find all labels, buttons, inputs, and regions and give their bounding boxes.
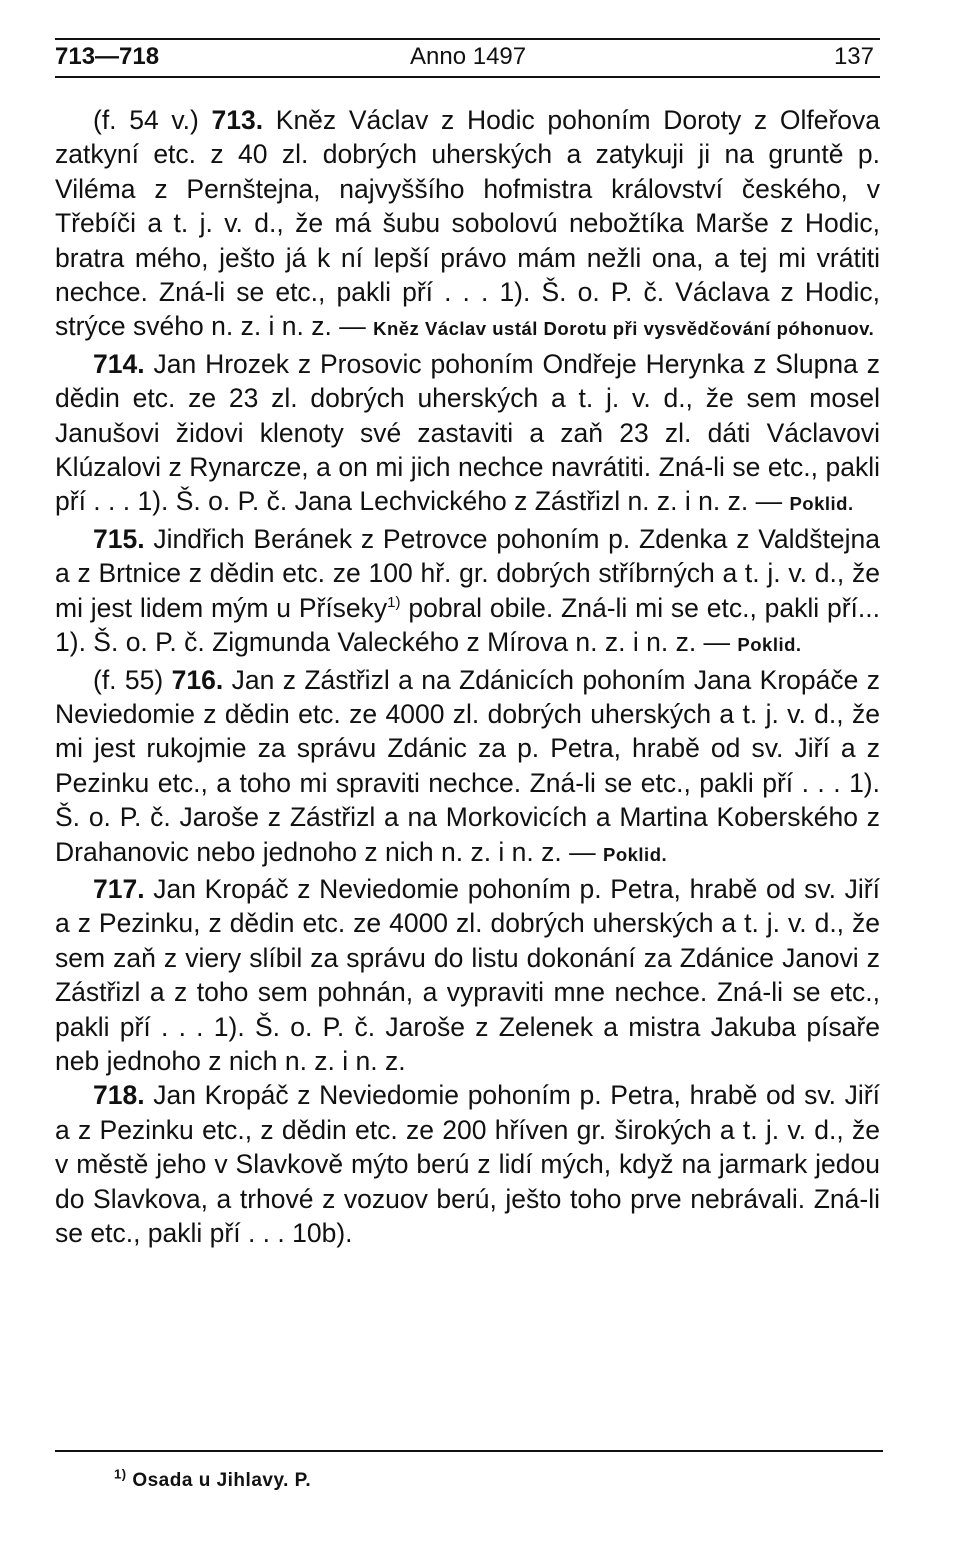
entry-text: Kněz Václav z Hodic pohoním Doroty z Olfeřova zatkyní etc. z 40 zl. dobrých uherských a zatykuji ji na gruntě p. Viléma z Pernštejna, najvyššího hofmistra království českého, v Třebíči a t. j. v. d., že má šubu sobolovú nebožtíka Marše z Hodic, bratra mého, ješto já k ní lepší právo mám nežli ona, a tej mi vrátiti nechce. Zná-li se etc., pakli pří . . . 1). Š. o. P. č. Václava z Hodic, strýce svého n. z. i n. z. — [55,105,880,342]
entry-verdict: Poklid. [737,634,802,656]
entry-715 [55,522,880,663]
entry-number: 717. [93,873,145,904]
entry-number: 718. [93,1080,145,1111]
folio-ref: (f. 54 v.) [93,105,212,135]
entry-text: Jan z Zástřizl a na Zdánicích pohoním Jana Kropáče z Neviedomie z dědin etc. ze 4000 zl. dobrých uherských a t. j. v. d., že mi jest rukojmie za správu Zdánic za p. Petra, hrabě od sv. Jiří a z Pezinku etc., a toho mi spraviti nechce. Zná-li se etc., pakli pří . . . 1). Š. o. P. č. Jaroše z Zástřizl a na Morkovicích a Martina Koberského z Drahanovic nebo jednoho z nich n. z. i n. z. — [55,664,881,867]
folio-ref: (f. 55) [93,664,172,695]
entry-number: 716. [171,664,224,695]
entry-verdict: Poklid. [789,493,854,515]
entry-text: Jan Kropáč z Neviedomie pohoním p. Petra, hrabě od sv. Jiří a z Pezinku, z dědin etc. ze 4000 zl. dobrých uherských a t. j. v. d., že sem zaň z viery slíbil za správu do listu dokonání za Zdánice Janovi z Zástřizl a z toho sem pohnán, a vypraviti mne nechce. Zná-li se etc., pakli pří . . . 1). Š. o. P. č. Jaroše z Zelenek a mistra Jakuba písaře neb jednoho z nich n. z. i n. z. [55,873,880,1076]
footnote-divider [55,1450,883,1452]
running-header [55,38,880,78]
footnote [114,1466,312,1492]
entry-number: 714. [93,348,145,379]
entry-716 [55,663,880,872]
entry-text: Jindřich Beránek z Petrovce pohoním p. Zdenka z Valdštejna a z Brtnice z dědin etc. ze 100 hř. gr. dobrých stříbrných a t. j. v. d., že mi jest lidem mým u Příseky [55,523,880,623]
entry-718 [55,1078,880,1250]
entry-text-continued: pobral obile. Zná-li mi se etc., pakli pří... 1). Š. o. P. č. Zigmunda Valeckého z Mírova n. z. i n. z. — [55,592,880,658]
entry-714 [55,347,880,522]
year-title: Anno 1497 [410,43,527,70]
main-text [55,103,880,1250]
entry-number: 713. [211,105,264,135]
entry-verdict: Poklid. [602,843,668,865]
entry-717 [55,872,880,1078]
entry-text: Jan Hrozek z Prosovic pohoním Ondřeje Herynka z Slupna z dědin etc. ze 23 zl. dobrých uherských a t. j. v. d., že sem mosel Janušovi židovi klenoty své zastaviti a zaň 23 zl. dáti Václavovi Klúzalovi z Rynarcze, a on mi jich nechce navrátiti. Zná-li se etc., pakli pří . . . 1). Š. o. P. č. Jana Lechvického z Zástřizl n. z. i n. z. — [55,348,880,517]
entry-verdict: Kněz Václav ustál Dorotu při vysvědčování póhonuov. [373,318,875,340]
footnote-mark: 1) [114,1466,127,1482]
entry-text: Jan Kropáč z Neviedomie pohoním p. Petra, hrabě od sv. Jiří a z Pezinku etc., z dědin etc. ze 200 hříven gr. širokých a t. j. v. d., že v městě jeho v Slavkově mýto berú z lidí mých, když na jarmark jedou do Slavkova, a trhové z vozuov berú, ješto toho prve nebrávali. Zná-li se etc., pakli pří . . . 10b). [55,1080,880,1248]
entry-number: 715. [93,523,145,554]
entry-range: 713—718 [55,43,160,70]
entry-713 [55,103,880,347]
footnote-reference: 1) [387,593,401,611]
page-number: 137 [833,43,874,70]
footnote-text: Osada u Jihlavy. P. [126,1470,312,1491]
